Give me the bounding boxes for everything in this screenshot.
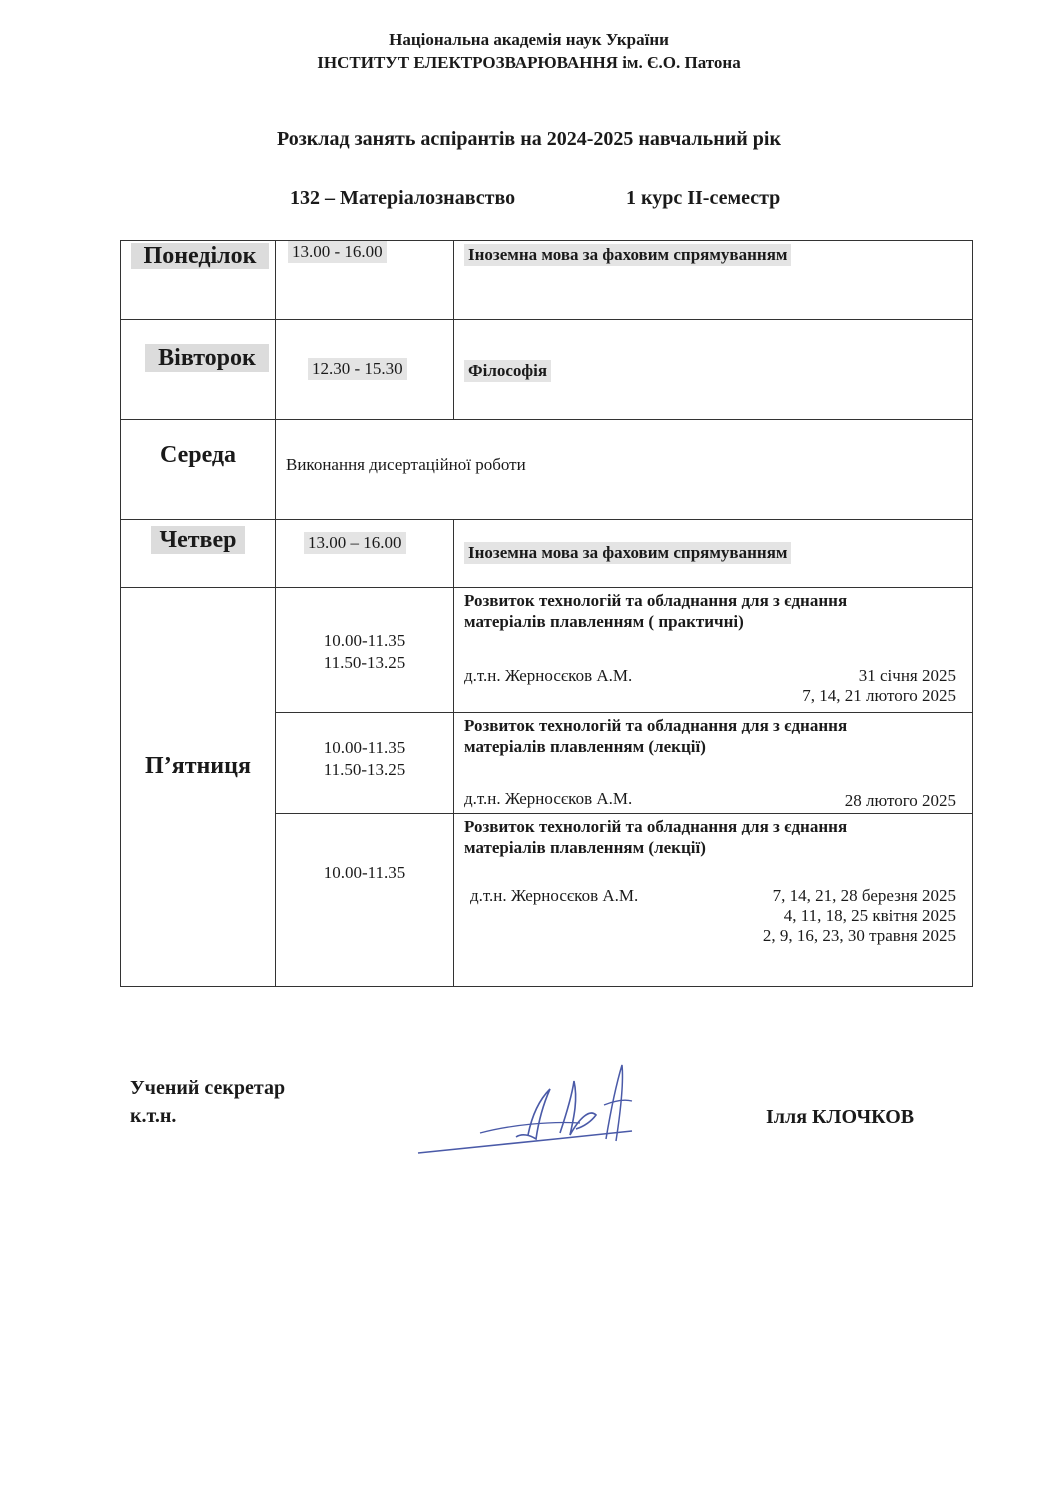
lesson-cell [454,588,973,713]
row-friday-1 [121,588,973,713]
lesson-dates [802,666,956,706]
lesson-cell [454,814,973,987]
lesson-dates [845,791,956,811]
lesson-title-line-1: Розвиток технологій та обладнання для з єднання [464,716,848,735]
day-friday: П’ятниця [145,753,251,779]
subject-cell [454,320,973,420]
lesson-title [454,588,972,632]
time-cell [276,241,454,320]
time-monday: 13.00 - 16.00 [288,241,387,263]
lesson-title-line-1: Розвиток технологій та обладнання для з єднання [464,817,848,836]
schedule-title: Розклад занять аспірантів на 2024-2025 навчальний рік [277,128,781,150]
signatory-block [130,1074,285,1130]
specialty: 132 – Матеріалознавство [290,187,516,209]
day-cell [121,320,276,420]
teacher-name: д.т.н. Жерносєков А.М. [464,666,633,685]
course-semester: 1 курс ІІ-семестр [626,187,781,209]
signatory-position: Учений секретар [130,1077,286,1099]
subject-thursday: Іноземна мова за фаховим спрямуванням [464,542,791,564]
dates-line-3: 2, 9, 16, 23, 30 травня 2025 [762,926,956,945]
signatory-name: Ілля КЛОЧКОВ [766,1106,915,1128]
time-slot [276,737,453,781]
day-tuesday: Вівторок [145,344,269,372]
time-thursday: 13.00 – 16.00 [304,532,406,554]
schedule-table [120,240,973,987]
time-1: 10.00-11.35 [323,863,406,882]
time-cell [276,320,454,420]
day-monday: Понеділок [131,243,269,269]
signature-image [410,1055,650,1165]
row-monday [121,241,973,320]
subject-monday: Іноземна мова за фаховим спрямуванням [464,244,791,266]
schedule-subtitle [290,187,781,210]
day-cell [121,241,276,320]
time-cell [276,520,454,588]
lesson-cell [454,713,973,814]
time-slot [276,630,453,674]
lesson-title-line-2: матеріалів плавленням (лекції) [464,737,706,756]
time-slot [276,862,453,884]
time-cell [276,814,454,987]
time-2: 11.50-13.25 [323,653,406,672]
dates-line-2: 7, 14, 21 лютого 2025 [802,686,956,705]
subject-cell [454,241,973,320]
lesson-dates [763,886,956,946]
time-1: 10.00-11.35 [323,738,406,757]
time-1: 10.00-11.35 [323,631,406,650]
time-cell [276,588,454,713]
dates-line-1: 28 лютого 2025 [844,791,956,810]
lesson-title-line-1: Розвиток технологій та обладнання для з єднання [464,591,848,610]
subject-cell [454,520,973,588]
wednesday-activity: Виконання дисертаційної роботи [286,455,526,474]
day-wednesday: Середа [159,442,237,468]
row-wednesday [121,420,973,520]
row-tuesday [121,320,973,420]
lesson-title [454,713,972,757]
signatory-degree: к.т.н. [130,1105,177,1127]
lesson-title [454,814,972,858]
day-cell [121,588,276,987]
wednesday-activity-cell [276,420,973,520]
dates-line-1: 31 січня 2025 [858,666,956,685]
institute-name: ІНСТИТУТ ЕЛЕКТРОЗВАРЮВАННЯ ім. Є.О. Патона [317,53,741,72]
lesson-title-line-2: матеріалів плавленням (лекції) [464,838,706,857]
dates-line-1: 7, 14, 21, 28 березня 2025 [772,886,956,905]
teacher-name: д.т.н. Жерносєков А.М. [470,886,639,905]
time-2: 11.50-13.25 [323,760,406,779]
time-cell [276,713,454,814]
row-thursday [121,520,973,588]
dates-line-2: 4, 11, 18, 25 квітня 2025 [783,906,956,925]
academy-name: Національна академія наук України [389,30,669,49]
day-thursday: Четвер [151,526,245,554]
time-tuesday: 12.30 - 15.30 [308,358,407,380]
day-cell [121,420,276,520]
day-cell [121,520,276,588]
lesson-title-line-2: матеріалів плавленням ( практичні) [464,612,744,631]
teacher-name: д.т.н. Жерносєков А.М. [464,789,633,808]
subject-tuesday: Філософія [464,360,551,382]
